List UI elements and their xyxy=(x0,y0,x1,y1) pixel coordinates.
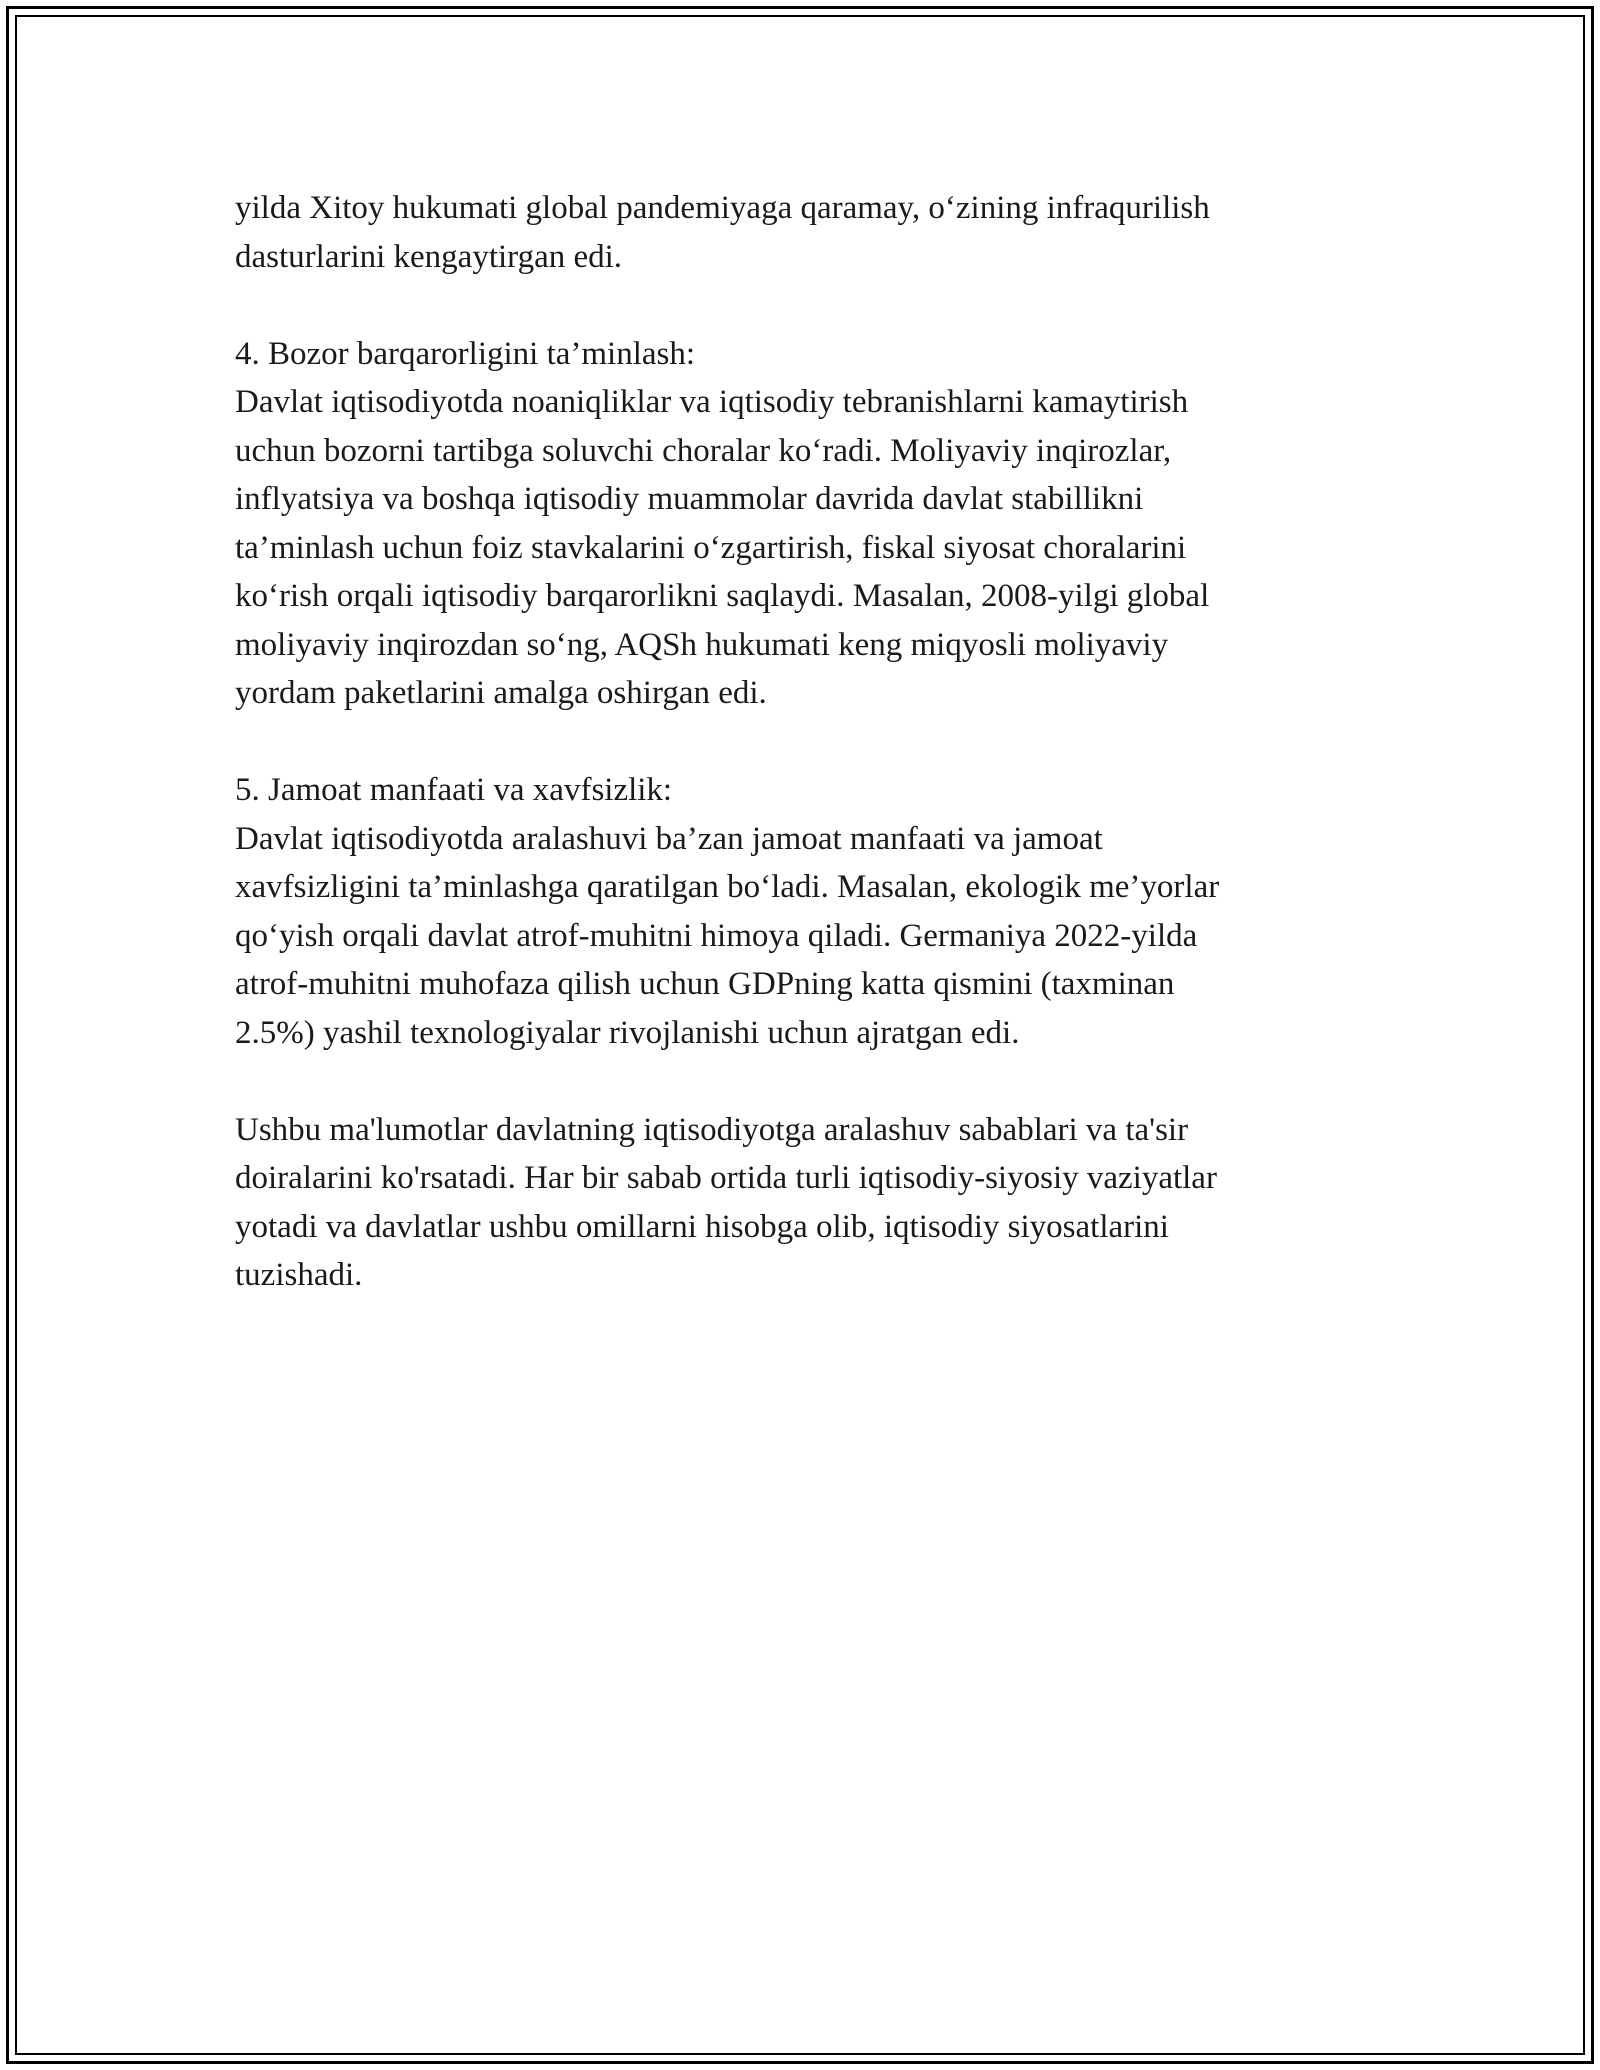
document-body xyxy=(235,184,1355,1300)
section-4-body: Davlat iqtisodiyotda noaniqliklar va iqtisodiy tebranishlarni kamaytirish uchun bozorni tartibga soluvchi choralar ko‘radi. Moliyaviy inqirozlar, inflyatsiya va boshqa iqtisodiy muammolar davrida davlat stabillikni ta’minlash uchun foiz stavkalarini o‘zgartirish, fiskal siyosat choralarini ko‘rish orqali iqtisodiy barqarorlikni saqlaydi. Masalan, 2008-yilgi global moliyaviy inqirozdan so‘ng, AQSh hukumati keng miqyosli moliyaviy yordam paketlarini amalga oshirgan edi. xyxy=(235,384,1210,711)
intro-continuation-paragraph: yilda Xitoy hukumati global pandemiyaga qaramay, o‘zining infraqurilish dasturlarini kengaytirgan edi. xyxy=(235,190,1210,275)
section-4-heading: 4. Bozor barqarorligini ta’minlash: xyxy=(235,335,696,372)
section-5-heading: 5. Jamoat manfaati va xavfsizlik: xyxy=(235,772,673,808)
conclusion-paragraph: Ushbu ma'lumotlar davlatning iqtisodiyotga aralashuv sabablari va ta'sir doiralarini ko'rsatadi. Har bir sabab ortida turli iqtisodiy-siyosiy vaziyatlar yotadi va davlatlar ushbu omillarni hisobga olib, iqtisodiy siyosatlarini tuzishadi. xyxy=(235,1111,1217,1293)
paragraph-spacer xyxy=(235,281,1355,330)
paragraph-spacer xyxy=(235,1057,1355,1106)
paragraph-spacer xyxy=(235,718,1355,767)
section-5-body: Davlat iqtisodiyotda aralashuvi ba’zan jamoat manfaati va jamoat xavfsizligini ta’minlashga qaratilgan bo‘ladi. Masalan, ekologik me’yorlar qo‘yish orqali davlat atrof-muhitni himoya qiladi. Germaniya 2022-yilda atrof-muhitni muhofaza qilish uchun GDPning katta qismini (taxminan 2.5%) yashil texnologiyalar rivojlanishi uchun ajratgan edi. xyxy=(235,820,1220,1051)
